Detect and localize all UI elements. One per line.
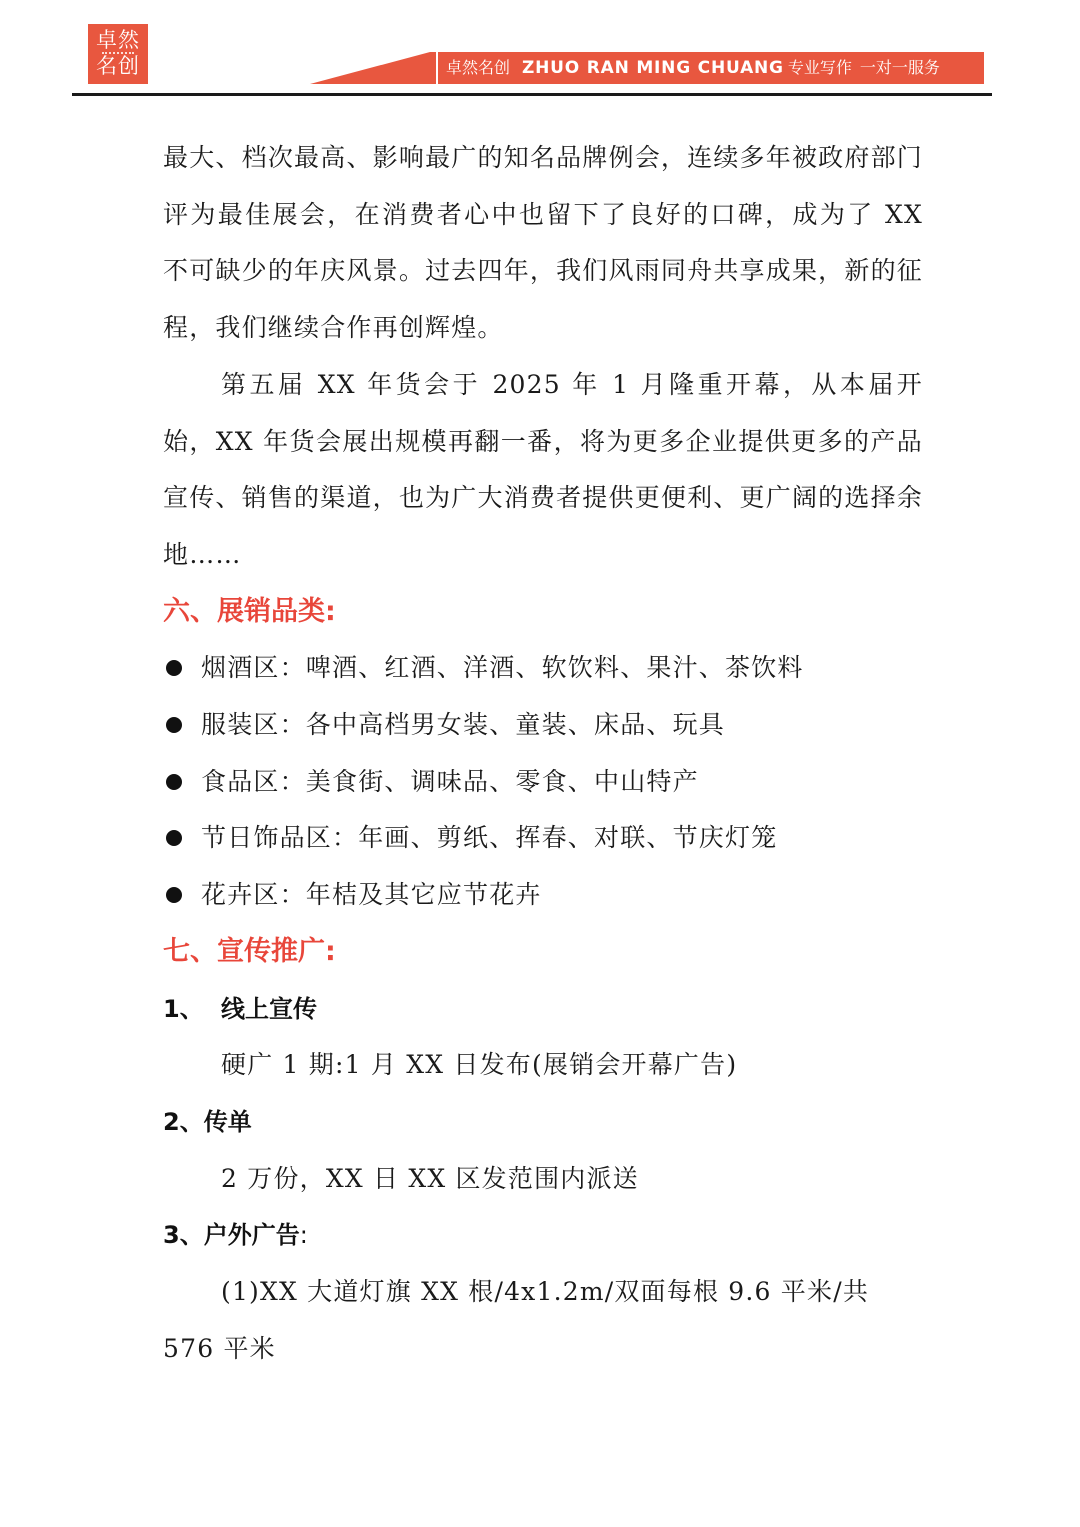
header-divider — [72, 93, 992, 96]
subheading-outdoor — [163, 1207, 923, 1264]
list-item — [163, 754, 923, 811]
list-item-text: 服装区：各中高档男女装、童装、床品、玩具 — [201, 710, 726, 740]
list-item — [163, 697, 923, 754]
paragraph-fifth-fair: 第五届 XX 年货会于 2025 年 1 月隆重开幕，从本届开始，XX 年货会展出规模再翻一番，将为更多企业提供更多的产品宣传、销售的渠道，也为广大消费者提供更便利、更广阔的选择余地…… — [163, 369, 923, 569]
logo-text-top: 卓然 — [96, 28, 140, 52]
flyer-detail: 2 万份，XX 日 XX 区发范围内派送 — [221, 1163, 639, 1193]
list-item-text: 花卉区：年桔及其它应节花卉 — [201, 880, 542, 910]
list-item-text: 节日饰品区：年画、剪纸、挥春、对联、节庆灯笼 — [201, 823, 778, 853]
list-item-text: 烟酒区：啤酒、红酒、洋酒、软饮料、果汁、茶饮料 — [201, 653, 804, 683]
banner-text — [446, 52, 978, 84]
online-ad-detail: 硬广 1 期:1 月 XX 日发布(展销会开幕广告) — [221, 1050, 738, 1080]
banner-service: 一对一服务 — [859, 58, 940, 77]
subheading-flyers — [163, 1094, 923, 1151]
subheading-title: 传单 — [203, 1107, 252, 1136]
list-item-text: 食品区：美食街、调味品、零食、中山特产 — [201, 766, 699, 796]
subheading-number: 3、 — [163, 1221, 204, 1250]
subheading-online — [163, 981, 923, 1038]
brand-logo — [88, 24, 148, 84]
document-body — [163, 130, 923, 1377]
logo-divider — [102, 52, 134, 57]
subheading-number: 2、 — [163, 1107, 204, 1136]
category-list — [163, 640, 923, 924]
bullet-icon — [166, 830, 182, 846]
paragraph-intro: 最大、档次最高、影响最广的知名品牌例会，连续多年被政府部门评为最佳展会，在消费者心中也留下了良好的口碑，成为了 XX 不可缺少的年庆风景。过去四年，我们风雨同舟共享成果，新的征程，我们继续合作再创辉煌。 — [163, 143, 923, 343]
logo-text-bottom: 名创 — [96, 54, 140, 78]
banner-brand-en: ZHUO RAN MING CHUANG — [522, 58, 784, 78]
header-banner — [310, 52, 984, 84]
bullet-icon — [166, 887, 182, 903]
bullet-icon — [166, 660, 182, 676]
bullet-icon — [166, 774, 182, 790]
section-heading-categories: 六、展销品类: — [163, 595, 336, 627]
banner-tagline: 专业写作 — [787, 58, 852, 77]
list-item — [163, 640, 923, 697]
subheading-title: 户外广告 — [203, 1221, 300, 1250]
section-heading-promotion: 七、宣传推广: — [163, 935, 336, 967]
banner-brand-cn: 卓然名创 — [446, 58, 511, 77]
subheading-number: 1、 — [163, 994, 204, 1023]
subheading-title: 线上宣传 — [221, 994, 317, 1023]
list-item — [163, 867, 923, 924]
subheading-colon: : — [299, 1221, 308, 1250]
bullet-icon — [166, 717, 182, 733]
list-item — [163, 810, 923, 867]
outdoor-ad-detail: (1)XX 大道灯旗 XX 根/4x1.2m/双面每根 9.6 平米/共 576 平米 — [163, 1277, 870, 1363]
